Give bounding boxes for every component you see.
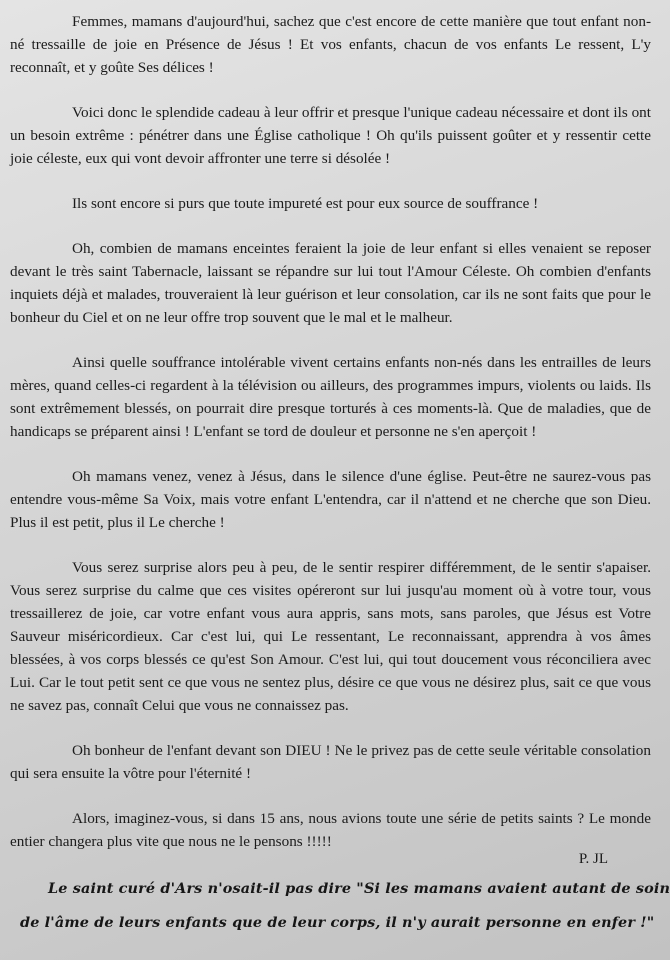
paragraph-2: Voici donc le splendide cadeau à leur offrir et presque l'unique cadeau nécessaire et dont ils ont un besoin extrême : pénétrer dans une Église catholique ! Oh qu'ils puissent goûter et y ressentir cette joie céleste, eux qui vont devoir affronter une terre si désolée ! (10, 104, 651, 167)
paragraph-6: Oh mamans venez, venez à Jésus, dans le silence d'une église. Peut-être ne saurez-vous pas entendre vous-même Sa Voix, mais votre enfant L'entendra, car il n'attend et ne cherche que son Dieu. Plus il est petit, plus il Le cherche ! (10, 468, 651, 531)
document-body (10, 10, 651, 853)
signature: P. JL (578, 851, 608, 867)
paragraph-1: Femmes, mamans d'aujourd'hui, sachez que c'est encore de cette manière que tout enfant non-né tressaille de joie en Présence de Jésus ! Et vos enfants, chacun de vos enfants Le ressent, L'y reconnaît, et y goûte Ses délices ! (10, 13, 651, 76)
paragraph-3: Ils sont encore si purs que toute impureté est pour eux source de souffrance ! (72, 195, 539, 212)
paragraph-7: Vous serez surprise alors peu à peu, de le sentir respirer différemment, de le sentir s'apaiser. Vous serez surprise du calme que ces visites opéreront sur lui jusqu'au moment où à votre tour, vous tressaillerez de joie, car votre enfant vous aura appris, sans mots, sans paroles, que Jésus est Votre Sauveur miséricordieux. Car c'est lui, qui Le ressentant, Le reconnaissant, apprendra à vos âmes blessées, à vos corps blessés ce qu'est Son Amour. C'est lui, qui tout doucement vous réconciliera avec Lui. Car le tout petit sent ce que vous ne sentez plus, désire ce que vous ne désirez plus, sait ce que vous ne savez pas, connaît Celui que vous ne connaissez pas. (10, 559, 651, 714)
paragraph-4: Oh, combien de mamans enceintes feraient la joie de leur enfant si elles venaient se reposer devant le très saint Tabernacle, laissant se répandre sur lui tout l'Amour Céleste. Oh combien d'enfants inquiets déjà et malades, trouveraient là leur guérison et leur consolation, car ils ne sont faits que pour le bonheur du Ciel et on ne leur offre trop souvent que le mal et le malheur. (10, 240, 651, 326)
handwritten-quote (20, 872, 670, 940)
quote-line-2: de l'âme de leurs enfants que de leur corps, il n'y aurait personne en enfer !" (20, 914, 655, 931)
quote-line-1: Le saint curé d'Ars n'osait-il pas dire "Si les mamans avaient autant de soin (48, 880, 670, 897)
paragraph-8: Oh bonheur de l'enfant devant son DIEU ! Ne le privez pas de cette seule véritable consolation qui sera ensuite la vôtre pour l'éternité ! (10, 742, 651, 782)
paragraph-5: Ainsi quelle souffrance intolérable vivent certains enfants non-nés dans les entrailles de leurs mères, quand celles-ci regardent à la télévision ou ailleurs, des programmes impurs, violents ou laids. Ils sont extrêmement blessés, on pourrait dire presque torturés à ces moments-là. Que de maladies, que de handicaps se préparent ainsi ! L'enfant se tord de douleur et personne ne s'en aperçoit ! (10, 354, 651, 440)
paragraph-9: Alors, imaginez-vous, si dans 15 ans, nous avions toute une série de petits saints ? Le monde entier changera plus vite que nous ne le pensons !!!!! (10, 810, 651, 850)
